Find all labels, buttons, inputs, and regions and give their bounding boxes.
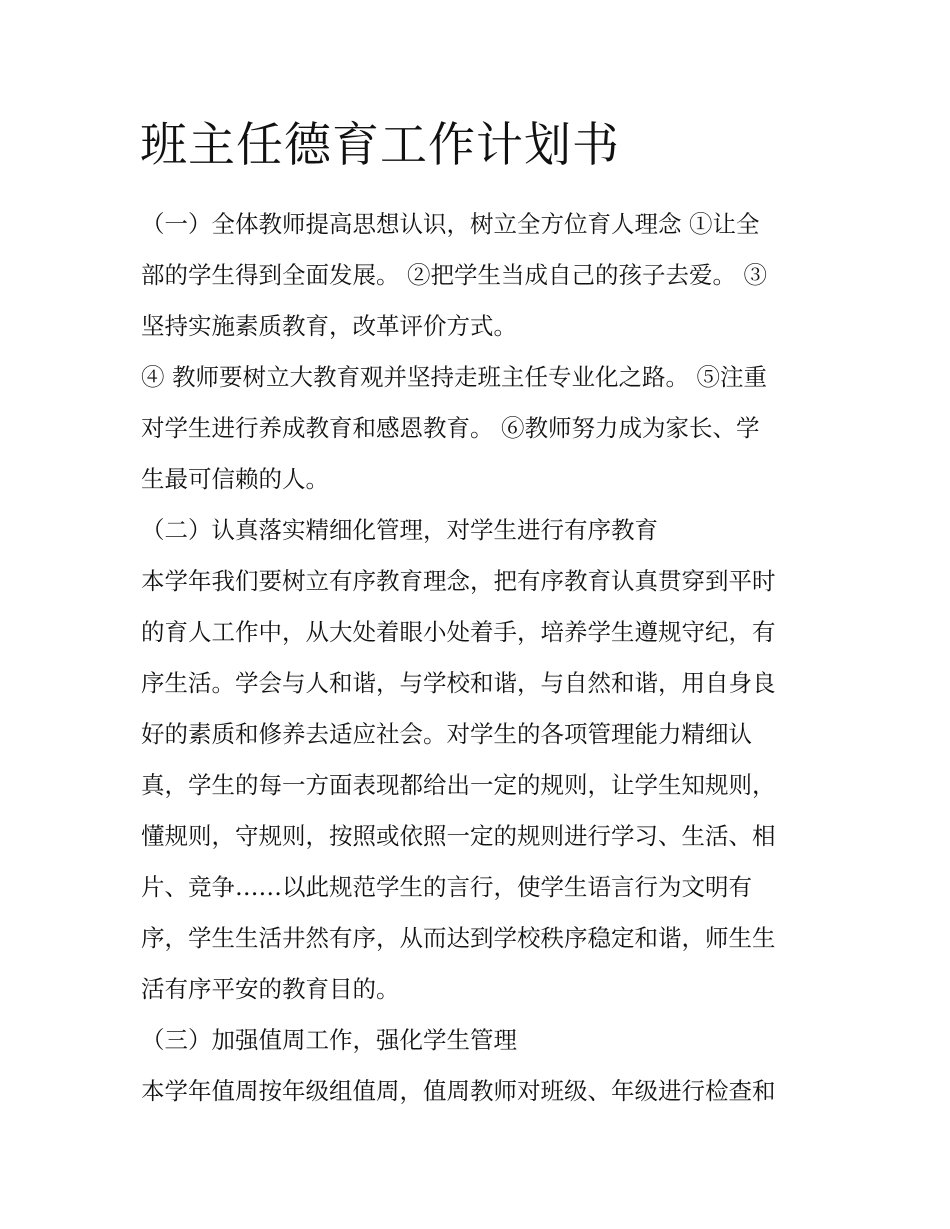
text-line: 片、竞争……以此规范学生的言行，使学生语言行为文明有 [141,873,752,901]
text-line: 真，学生的每一方面表现都给出一定的规则，让学生知规则， [141,771,776,799]
text-line: 部的学生得到全面发展。 ②把学生当成自己的孩子去爱。 ③ [141,261,767,289]
document-body [141,199,821,1117]
text-line: 的育人工作中，从大处着眼小处着手，培养学生遵规守纪，有 [141,618,776,646]
text-line: 坚持实施素质教育，改革评价方式。 [141,312,517,340]
section-heading: （二）认真落实精细化管理，对学生进行有序教育 [141,516,658,544]
text-line: ④ 教师要树立大教育观并坚持走班主任专业化之路。 ⑤注重 [141,363,767,391]
text-line: 懂规则，守规则，按照或依照一定的规则进行学习、生活、相 [141,822,776,850]
section-heading: （三）加强值周工作，强化学生管理 [141,1026,517,1054]
text-line: 对学生进行养成教育和感恩教育。 ⑥教师努力成为家长、学 [141,414,760,442]
text-line: 本学年我们要树立有序教育理念，把有序教育认真贯穿到平时 [141,567,776,595]
document-title: 班主任德育工作计划书 [140,118,620,173]
text-line: 本学年值周按年级组值周，值周教师对班级、年级进行检查和 [141,1077,776,1105]
text-line: 好的素质和修养去适应社会。对学生的各项管理能力精细认 [141,720,752,748]
text-line: （一）全体教师提高思想认识，树立全方位育人理念 ①让全 [141,210,760,238]
text-line: 序生活。学会与人和谐，与学校和谐，与自然和谐，用自身良 [141,669,776,697]
text-line: 生最可信赖的人。 [141,465,329,493]
text-line: 序，学生生活井然有序，从而达到学校秩序稳定和谐，师生生 [141,924,776,952]
text-line: 活有序平安的教育目的。 [141,975,400,1003]
